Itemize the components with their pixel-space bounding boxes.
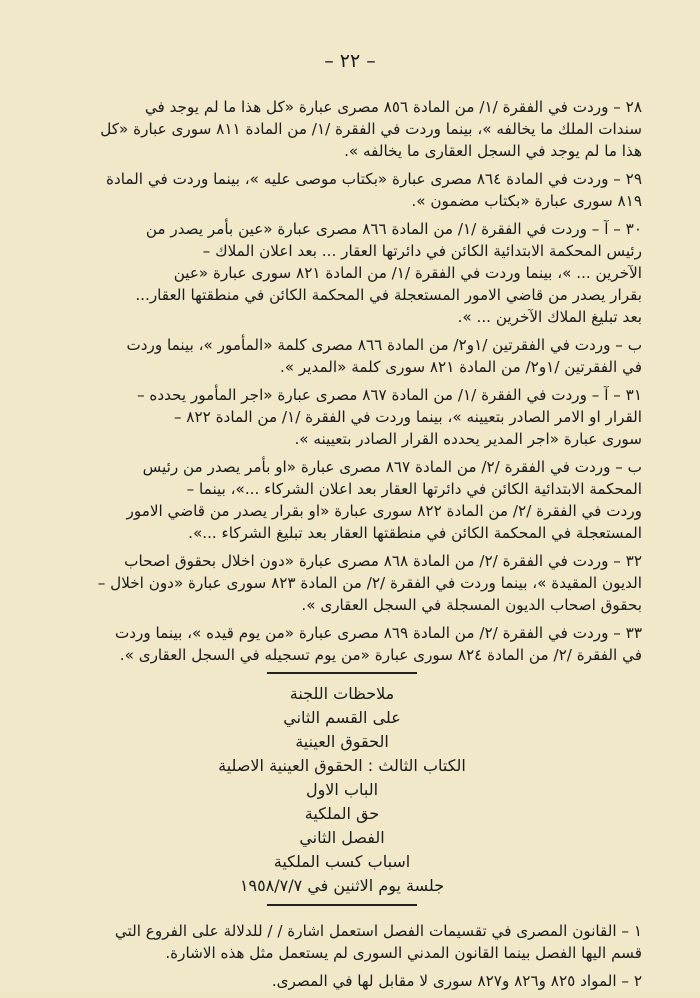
text-line: ب – وردت في الفقرتين /١و٢/ من المادة ٨٦٦ مصرى كلمة «المأمور »، بينما وردت [126,336,642,354]
paragraph-30b [42,334,642,378]
heading-line: الكتاب الثالث : الحقوق العينية الاصلية [218,756,466,775]
text-line: ٣١ – آ – وردت في الفقرة /١/ من المادة ٨٦٧ مصرى عبارة «اجر المأمور يحدده – [136,386,642,404]
text-line: المستعجلة في المحكمة الكائن في منطقتها العقار بعد تبليغ الشركاء ...». [188,524,642,542]
text-line: ب – وردت في الفقرة /٢/ من المادة ٨٦٧ مصرى عبارة «او بأمر يصدر من رئيس [142,458,642,476]
text-line: ٨١٩ سورى عبارة «بكتاب مضمون ». [411,192,642,210]
text-line: في الفقرتين /١و٢/ من المادة ٨٢١ سورى كلمة «المدير ». [279,358,642,376]
text-line: ٢٩ – وردت في المادة ٨٦٤ مصرى عبارة «بكتاب موصى عليه »، بينما وردت في المادة [106,170,642,188]
heading-line: حق الملكية [304,804,380,823]
text-line: وردت في الفقرة /٢/ من المادة ٨٢٢ سورى عبارة «او بقرار يصدر من قاضي الامور [126,502,642,520]
heading-line: الفصل الثاني [299,828,385,847]
text-line: سندات الملك ما يخالفه »، بينما وردت في الفقرة /١/ من المادة ٨١١ سورى عبارة «كل [100,120,642,138]
text-line: بعد تبليغ الملاك الآخرين ... ». [457,308,642,326]
text-line: قسم اليها الفصل بينما القانون المدني السورى لم يستعمل مثل هذه الاشارة. [165,944,642,962]
text-line: ١ – القانون المصرى في تقسيمات الفصل استعمل اشارة / / للدلالة على الفروع التي [114,922,642,940]
note-1 [42,920,642,964]
paragraph-32 [42,550,642,616]
heading-line: ملاحظات اللجنة [289,684,395,703]
committee-heading [42,682,642,898]
text-line: الديون المقيدة »، بينما وردت في الفقرة /٢/ من المادة ٨٢٣ سورى عبارة «دون اخلال – [97,574,642,592]
text-line: ٣٢ – وردت في الفقرة /٢/ من المادة ٨٦٨ مصرى عبارة «دون اخلال بحقوق اصحاب [124,552,642,570]
text-line: بحقوق اصحاب الديون المسجلة في السجل العقارى ». [301,596,642,614]
text-line: الآخرين ... »، بينما وردت في الفقرة /١/ من المادة ٨٢١ سورى عبارة «عين [173,264,642,282]
text-line: بقرار يصدر من قاضي الامور المستعجلة في المحكمة الكائن في منطقتها العقار... [135,286,642,304]
section-divider-bottom [267,904,417,906]
paragraph-31a [42,384,642,450]
text-line: ٣٣ – وردت في الفقرة /٢/ من المادة ٨٦٩ مصرى عبارة «من يوم قيده »، بينما وردت [114,624,642,642]
page-number: – ٢٢ – [324,50,376,72]
text-line: سورى عبارة «اجر المدير يحدده القرار الصادر بتعيينه ». [294,430,642,448]
text-line: ٣٠ – آ – وردت في الفقرة /١/ من المادة ٨٦٦ مصرى عبارة «عين بأمر يصدر من [145,220,642,238]
paragraph-30a [42,218,642,328]
text-line: ٢٨ – وردت في الفقرة /١/ من المادة ٨٥٦ مصرى عبارة «كل هذا ما لم يوجد في [144,98,642,116]
heading-line: الحقوق العينية [295,732,389,751]
heading-line: على القسم الثاني [283,708,401,727]
text-line: في الفقرة /٢/ من المادة ٨٢٤ سورى عبارة «من يوم تسجيله في السجل العقارى ». [119,646,642,664]
section-divider-top [267,672,417,674]
heading-line: جلسة يوم الاثنين في ١٩٥٨/٧/٧ [239,876,445,895]
text-line: ٢ – المواد ٨٢٥ و٨٢٦ و٨٢٧ سورى لا مقابل لها في المصرى. [271,972,642,990]
paragraph-29 [42,168,642,212]
text-line: رئيس المحكمة الابتدائية الكائن في دائرتها العقار ... بعد اعلان الملاك – [202,242,642,260]
paragraph-28 [42,96,642,162]
committee-notes [42,920,642,992]
note-2 [42,970,642,992]
heading-line: الباب الاول [305,780,379,799]
heading-line: اسباب كسب الملكية [273,852,411,871]
text-line: المحكمة الابتدائية الكائن في دائرتها العقار بعد اعلان الشركاء ...»، بينما – [186,480,642,498]
paragraph-31b [42,456,642,544]
paragraph-33 [42,622,642,666]
text-line: هذا ما لم يوجد في السجل العقارى ما يخالفه ». [344,142,642,160]
text-line: القرار او الامر الصادر بتعيينه »، بينما وردت في الفقرة /١/ من المادة ٨٢٢ – [173,408,642,426]
page-content [42,96,642,998]
article-comparisons [42,96,642,666]
